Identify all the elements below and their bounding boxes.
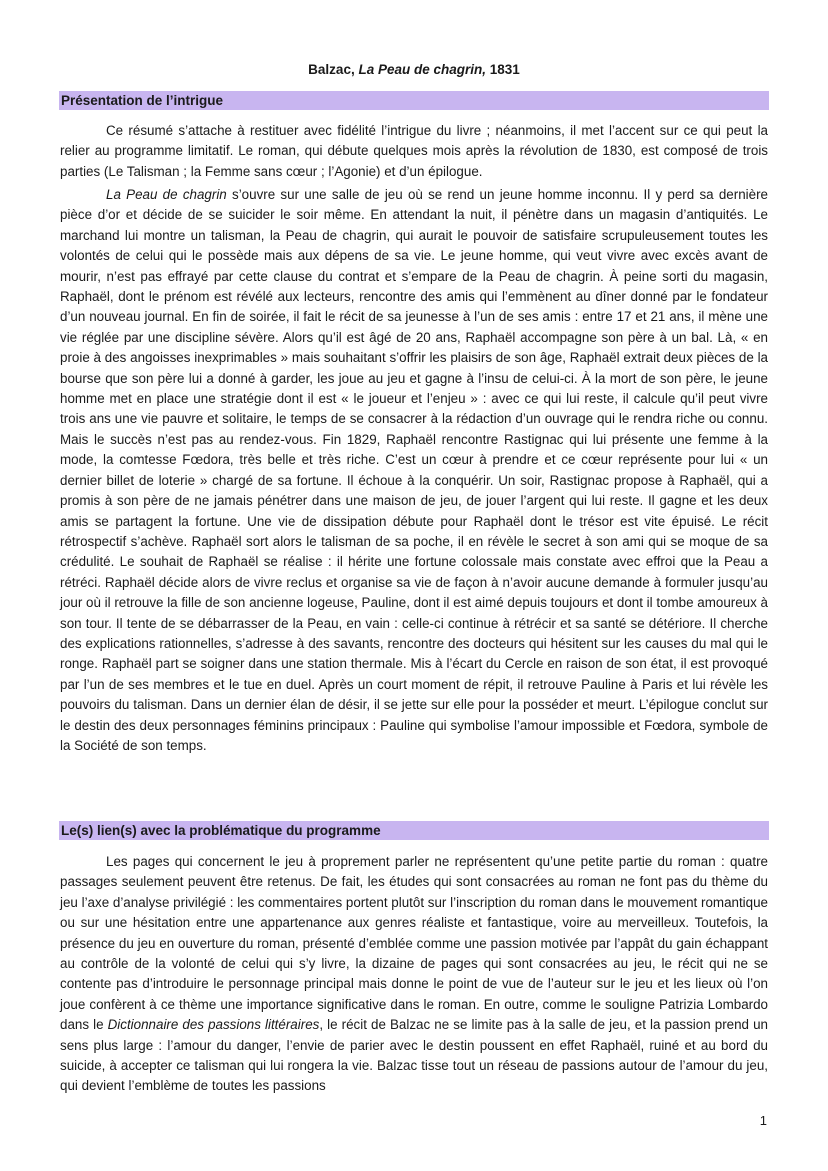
page-number: 1	[759, 1113, 767, 1128]
dictionary-title-italic: Dictionnaire des passions littéraires	[107, 1017, 320, 1033]
title-work: La Peau de chagrin,	[358, 62, 487, 77]
section-heading-intrigue: Présentation de l’intrigue	[59, 91, 769, 110]
title-year: 1831	[489, 62, 520, 77]
paragraph-summary-text: s’ouvre sur une salle de jeu où se rend un jeune homme inconnu. Il y perd sa dernière pièce d’or et décide de se suicider le soir même. En attendant la nuit, il pénètre dans un magasin d’antiquités. Le marchand lui montre un talisman, la Peau de chagrin, qui aurait le pouvoir de satisfaire scrupuleusement toutes les volontés de celui qui le possède mais aux dépens de sa vie. Le jeune homme, qui veut vivre avec excès avant de mourir, n’est pas effrayé par cette clause du contrat et s’empare de la Peau de chagrin. À peine sorti du magasin, Raphaël, dont le prénom est révélé aux lecteurs, rencontre des amis qui l’emmènent au dîner donné par le fondateur d’un nouveau journal. En fin de soirée, il fait le récit de sa jeunesse à l’un de ses amis : entre 17 et 21 ans, il mène une vie réglée par une discipline sévère. Alors qu’il est âgé de 20 ans, Raphaël accompagne son père à un bal. Là, « en proie à des angoisses inexprimables » mais souhaitant s’offrir les plaisirs de son âge, Raphaël extrait deux pièces de la bourse que son père lui a donné à garder, les joue au jeu et gagne à l’insu de celui-ci. À la mort de son père, le jeune homme met en place une stratégie dont il est « le joueur et l’enjeu » : avec ce qui lui reste, il calcule qu’il peut vivre trois ans une vie pauvre et solitaire, le temps de se consacrer à la rédaction d’un ouvrage qui le rendra riche ou connu. Mais le succès n’est pas au rendez-vous. Fin 1829, Raphaël rencontre Rastignac qui lui présente une femme à la mode, la comtesse Fœdora, très belle et très riche. C’est un cœur à prendre et ce cœur représente pour lui « un dernier billet de loterie » chargé de sa fortune. Il échoue à la conquérir. Un soir, Rastignac propose à Raphaël, qui a promis à son père de ne jamais pénétrer dans une maison de jeu, de jouer l’argent qui lui reste. Il gagne et les deux amis se partagent la fortune. Une vie de dissipation débute pour Raphaël dont le trésor est vite épuisé. Le récit rétrospectif s’achève. Raphaël sort alors le talisman de sa poche, il en révèle le secret à son ami qui se moque de sa crédulité. Le souhait de Raphaël se réalise : il hérite une fortune colossale mais constate avec effroi que la Peau a rétréci. Raphaël décide alors de vivre reclus et organise sa vie de façon à n’avoir aucune demande à formuler jusqu’au jour où il retrouve la fille de son ancienne logeuse, Pauline, dont il est aimé depuis toujours et dont il tombe amoureux à son tour. Il tente de se débarrasser de la Peau, en vain : celle-ci continue à rétrécir et sa santé se détériore. Il cherche des explications rationnelles, s’adresse à des savants, rencontre des docteurs qui hésitent sur les causes du mal qui le ronge. Raphaël part se soigner dans une station thermale. Mis à l’écart du Cercle en raison de son état, il est provoqué par l’un de ses membres et le tue en duel. Après un court moment de répit, il retrouve Pauline à Paris et lui révèle les pouvoirs du talisman. Dans un dernier élan de désir, il se jette sur elle pour la posséder et meurt. L’épilogue conclut sur le destin des deux personnages féminins principaux : Pauline qui symbolise l’amour impossible et Fœdora, symbole de la Société de son temps.	[60, 187, 768, 753]
document-title	[0, 62, 828, 77]
paragraph-intro	[60, 121, 768, 182]
paragraph-intro-text: Ce résumé s’attache à restituer avec fidélité l’intrigue du livre ; néanmoins, il met l’accent sur ce qui peut la relier au programme limitatif. Le roman, qui débute quelques mois après la révolution de 1830, est composé de trois parties (Le Talisman ; la Femme sans cœur ; l’Agonie) et d’un épilogue.	[60, 123, 768, 179]
paragraph-lien-text-a: Les pages qui concernent le jeu à proprement parler ne représentent qu’une petite partie du roman : quatre passages seulement peuvent être retenus. De fait, les études qui sont consacrées au roman ne font pas du thème du jeu l’axe d’analyse privilégié : les commentaires portent plutôt sur l’inscription du roman dans le mouvement romantique ou sur une hésitation entre une appartenance aux genres réaliste et fantastique, voire au merveilleux. Toutefois, la présence du jeu en ouverture du roman, présenté d’emblée comme une passion motivée par l’appât du gain échappant au contrôle de la volonté de celui qui s’y livre, la dizaine de pages qui sont consacrées au jeu, le récit qui ne se contente pas d’introduire le personnage principal mais donne le point de vue de l’auteur sur le jeu et les lieux où l’on joue confèrent à ce thème une importance significative dans le roman. En outre, comme le souligne Patrizia Lombardo dans le	[60, 854, 768, 1033]
book-title-italic: La Peau de chagrin	[106, 187, 227, 202]
section-heading-lien: Le(s) lien(s) avec la problématique du programme	[59, 821, 769, 840]
title-author: Balzac,	[308, 62, 355, 77]
paragraph-summary	[60, 185, 768, 756]
paragraph-lien	[60, 852, 768, 1097]
paragraph-lien-text-b: , le récit de Balzac ne se limite pas à la salle de jeu, et la passion prend un sens plus large : l’amour du danger, l’envie de parier avec le destin poussent en effet Raphaël, ruiné et au bord du suicide, à accepter ce talisman qui lui rongera la vie. Balzac tisse tout un réseau de passions autour de l’amour du jeu, qui devient l’emblème de toutes les passions	[60, 1017, 768, 1094]
